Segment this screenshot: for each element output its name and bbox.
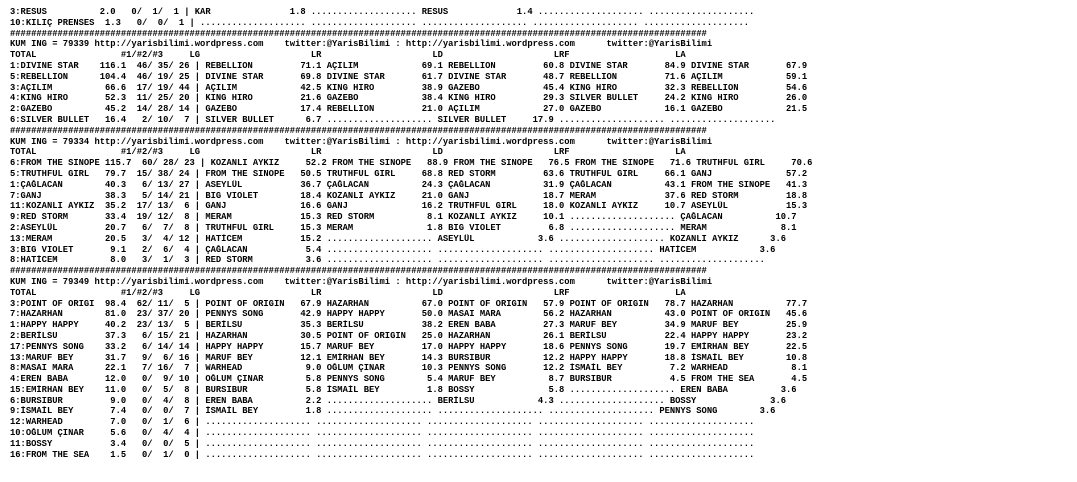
horse-row: 3:RESUS 2.0 0/ 1/ 1 | KAR 1.8 .................... RESUS 1.4 .................... .................... [10, 7, 755, 17]
horse-row: 11:KOZANLI AYKIZ 35.2 17/ 13/ 6 | GANJ 16.6 GANJ 16.2 TRUTHFUL GIRL 18.0 KOZANLI AYKIZ 10.7 ASEYLÜL 15.3 [10, 201, 808, 212]
horse-row: 1:HAPPY HAPPY 40.2 23/ 13/ 5 | BERİLSU 35.3 BERİLSU 38.2 EREN BABA 27.3 MARUF BEY 34.9 MARUF BEY 25.9 [10, 320, 808, 331]
horse-row: 4:EREN BABA 12.0 0/ 9/ 10 | OĞLUM ÇINAR 5.8 PENNYS SONG 5.4 MARUF BEY 8.7 BURSIBUR 4.5 FROM THE SEA 4.5 [10, 374, 808, 385]
horse-row: 4:KING HIRO 52.3 11/ 25/ 20 | KING HIRO 21.6 GAZEBO 38.4 KING HIRO 29.3 SILVER BULLET 24.2 KING HIRO 26.0 [10, 93, 808, 104]
horse-row: 5:TRUTHFUL GIRL 79.7 15/ 38/ 24 | FROM THE SINOPE 50.5 TRUTHFUL GIRL 68.8 RED STORM 63.6 TRUTHFUL GIRL 66.1 GANJ 57.2 [10, 168, 808, 179]
horse-row: 10:OĞLUM ÇINAR 5.6 0/ 4/ 4 | .................... .................... .................... .................... .................... [10, 428, 755, 439]
horse-row: 10:KILIÇ PRENSES 1.3 0/ 0/ 1 | .................... .................... .................... .................... .................... [10, 17, 750, 28]
horse-row: 2:GAZEBO 45.2 14/ 28/ 14 | GAZEBO 17.4 REBELLION 21.0 AÇILIM 27.0 GAZEBO 16.1 GAZEBO 21.5 [10, 104, 808, 115]
horse-row: 6:SILVER BULLET 16.4 2/ 10/ 7 | SILVER BULLET 6.7 .................... SILVER BULLET 17.9 .................... .................... [10, 114, 776, 125]
race-header-line: KUM ING = 79349 http://yarisbilimi.wordpress.com twitter:@YarisBilimi : http://yarisbilimi.wordpress.com twitter:@YarisBilimi [10, 276, 713, 287]
horse-row: 8:HATİCEM 8.0 3/ 1/ 3 | RED STORM 3.6 .................... .................... .................... .................... [10, 255, 765, 266]
separator-line: #################################################################################################################################### [10, 28, 707, 39]
horse-row: 9:RED STORM 33.4 19/ 12/ 8 | MERAM 15.3 RED STORM 8.1 KOZANLI AYKIZ 10.1 .................... ÇAĞLACAN 10.7 [10, 212, 797, 223]
horse-row: 16:FROM THE SEA 1.5 0/ 1/ 0 | .................... .................... .................... .................... .................... [10, 449, 755, 460]
horse-row: 2:BERİLSU 37.3 6/ 15/ 21 | HAZARHAN 30.5 POINT OF ORIGIN 25.0 HAZARHAN 26.1 BERİLSU 22.4 HAPPY HAPPY 23.2 [10, 330, 808, 341]
horse-row: 7:HAZARHAN 81.0 23/ 37/ 20 | PENNYS SONG 42.9 HAPPY HAPPY 50.0 MASAI MARA 56.2 HAZARHAN 43.0 POINT OF ORIGIN 45.6 [10, 309, 808, 320]
horse-row: 9:İSMAİL BEY 7.4 0/ 0/ 7 | İSMAİL BEY 1.8 .................... .................... .................... PENNYS SONG 3.6 [10, 406, 776, 417]
horse-row: 6:FROM THE SINOPE 115.7 60/ 28/ 23 | KOZANLI AYKIZ 52.2 FROM THE SINOPE 88.9 FROM THE SINOPE 76.5 FROM THE SINOPE 71.6 TRUTHFUL GIRL 70.6 [10, 158, 813, 169]
horse-row: 13:MERAM 20.5 3/ 4/ 12 | HATİCEM 15.2 .................... ASEYLÜL 3.6 .................... KOZANLI AYKIZ 3.6 [10, 233, 787, 244]
race-header-line: KUM ING = 79334 http://yarisbilimi.wordpress.com twitter:@YarisBilimi : http://yarisbilimi.wordpress.com twitter:@YarisBilimi [10, 136, 713, 147]
column-header-line: TOTAL #1/#2/#3 LG LR LD LRF LA [10, 147, 686, 158]
horse-row: 17:PENNYS SONG 33.2 6/ 14/ 14 | HAPPY HAPPY 15.7 MARUF BEY 17.0 HAPPY HAPPY 18.6 PENNYS SONG 19.7 EMİRHAN BEY 22.5 [10, 341, 808, 352]
column-header-line: TOTAL #1/#2/#3 LG LR LD LRF LA [10, 50, 686, 61]
separator-line: #################################################################################################################################### [10, 125, 707, 136]
horse-row: 2:ASEYLÜL 20.7 6/ 7/ 8 | TRUTHFUL GIRL 15.3 MERAM 1.8 BIG VIOLET 6.8 .................... MERAM 8.1 [10, 222, 797, 233]
horse-row: 1:DIVINE STAR 116.1 46/ 35/ 26 | REBELLION 71.1 AÇILIM 69.1 REBELLION 60.8 DIVINE STAR 84.9 DIVINE STAR 67.9 [10, 60, 808, 71]
column-header-line: TOTAL #1/#2/#3 LG LR LD LRF LA [10, 287, 686, 298]
horse-row: 7:GANJ 38.3 5/ 14/ 21 | BIG VIOLET 18.4 KOZANLI AYKIZ 21.0 GANJ 18.7 MERAM 37.6 RED STORM 18.8 [10, 190, 808, 201]
horse-row: 11:BOSSY 3.4 0/ 0/ 5 | .................... .................... .................... .................... .................... [10, 438, 755, 449]
horse-row: 12:WARHEAD 7.0 0/ 1/ 6 | .................... .................... .................... .................... .................... [10, 417, 755, 428]
separator-line: #################################################################################################################################### [10, 266, 707, 277]
horse-row: 8:MASAI MARA 22.1 7/ 16/ 7 | WARHEAD 9.0 OĞLUM ÇINAR 10.3 PENNYS SONG 12.2 İSMAİL BEY 7.2 WARHEAD 8.1 [10, 363, 808, 374]
horse-row: 5:REBELLION 104.4 46/ 19/ 25 | DIVINE STAR 69.8 DIVINE STAR 61.7 DIVINE STAR 48.7 REBELLION 71.6 AÇILIM 59.1 [10, 71, 808, 82]
horse-row: 1:ÇAĞLACAN 40.3 6/ 13/ 27 | ASEYLÜL 36.7 ÇAĞLACAN 24.3 ÇAĞLACAN 31.9 ÇAĞLACAN 43.1 FROM THE SINOPE 41.3 [10, 179, 808, 190]
race-header-line: KUM ING = 79339 http://yarisbilimi.wordpress.com twitter:@YarisBilimi : http://yarisbilimi.wordpress.com twitter:@YarisBilimi [10, 39, 713, 50]
horse-row: 3:AÇILIM 66.6 17/ 19/ 44 | AÇILIM 42.5 KING HIRO 38.9 GAZEBO 45.4 KING HIRO 32.3 REBELLION 54.6 [10, 82, 808, 93]
horse-row: 3:POINT OF ORIGI 98.4 62/ 11/ 5 | POINT OF ORIGIN 67.9 HAZARHAN 67.0 POINT OF ORIGIN 57.9 POINT OF ORIGIN 78.7 HAZARHAN 77.7 [10, 298, 808, 309]
horse-row: 15:EMİRHAN BEY 11.0 0/ 5/ 8 | BURSIBUR 5.8 İSMAİL BEY 1.8 BOSSY 5.8 .................... EREN BABA 3.6 [10, 384, 797, 395]
horse-row: 6:BURSIBUR 9.0 0/ 4/ 8 | EREN BABA 2.2 .................... BERİLSU 4.3 .................... BOSSY 3.6 [10, 395, 787, 406]
horse-row: 3:BIG VIOLET 9.1 2/ 6/ 4 | ÇAĞLACAN 5.4 .................... .................... .................... HATİCEM 3.6 [10, 244, 776, 255]
horse-row: 13:MARUF BEY 31.7 9/ 6/ 16 | MARUF BEY 12.1 EMİRHAN BEY 14.3 BURSIBUR 12.2 HAPPY HAPPY 18.8 İSMAİL BEY 10.8 [10, 352, 808, 363]
